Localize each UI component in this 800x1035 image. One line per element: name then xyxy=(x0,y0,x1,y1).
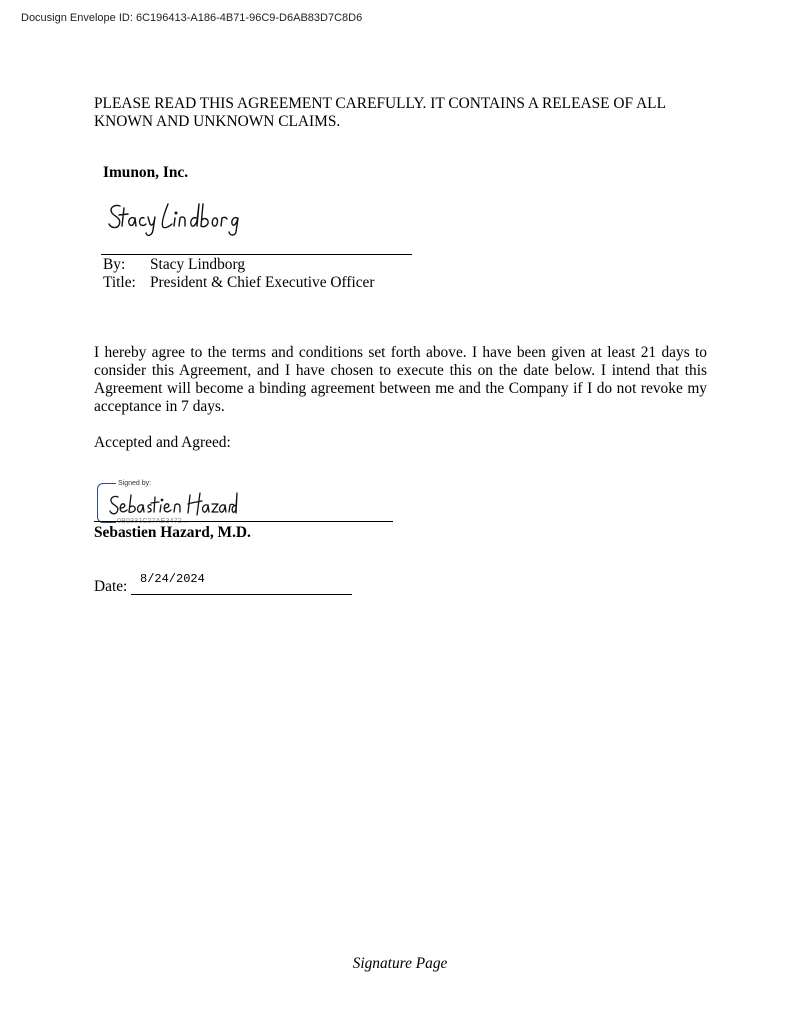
title-value: President & Chief Executive Officer xyxy=(150,274,375,291)
signature-id: 0B0331C27AE3472... xyxy=(117,518,189,525)
employee-name: Sebastien Hazard, M.D. xyxy=(94,524,251,541)
employee-signature-line xyxy=(94,521,393,522)
release-warning: PLEASE READ THIS AGREEMENT CAREFULLY. IT CONTAINS A RELEASE OF ALL KNOWN AND UNKNOWN CLAIMS. xyxy=(94,95,666,130)
date-line xyxy=(131,594,352,595)
date-value: 8/24/2024 xyxy=(140,572,205,586)
signed-by-label: Signed by: xyxy=(118,480,152,487)
docusign-envelope-id: Docusign Envelope ID: 6C196413-A186-4B71-96C9-D6AB83D7C8D6 xyxy=(21,12,363,24)
signatory-details xyxy=(103,256,375,292)
accepted-agreed-label: Accepted and Agreed: xyxy=(94,434,231,451)
by-label: By: xyxy=(103,256,126,273)
date-label: Date: xyxy=(94,578,128,595)
company-signature-line xyxy=(101,254,412,255)
employee-signature xyxy=(108,489,238,521)
by-value: Stacy Lindborg xyxy=(150,256,246,273)
title-label: Title: xyxy=(103,274,136,291)
page-footer: Signature Page xyxy=(352,955,448,972)
company-name: Imunon, Inc. xyxy=(103,164,189,181)
agreement-paragraph: I hereby agree to the terms and conditions set forth above. I have been given at least 21 days to consider this Agreement, and I have chosen to execute this on the date below. I intend that this Agreement will become a binding agreement between me and the Company if I do not revoke my acceptance in 7 days. xyxy=(94,344,707,415)
company-signature xyxy=(106,196,266,240)
